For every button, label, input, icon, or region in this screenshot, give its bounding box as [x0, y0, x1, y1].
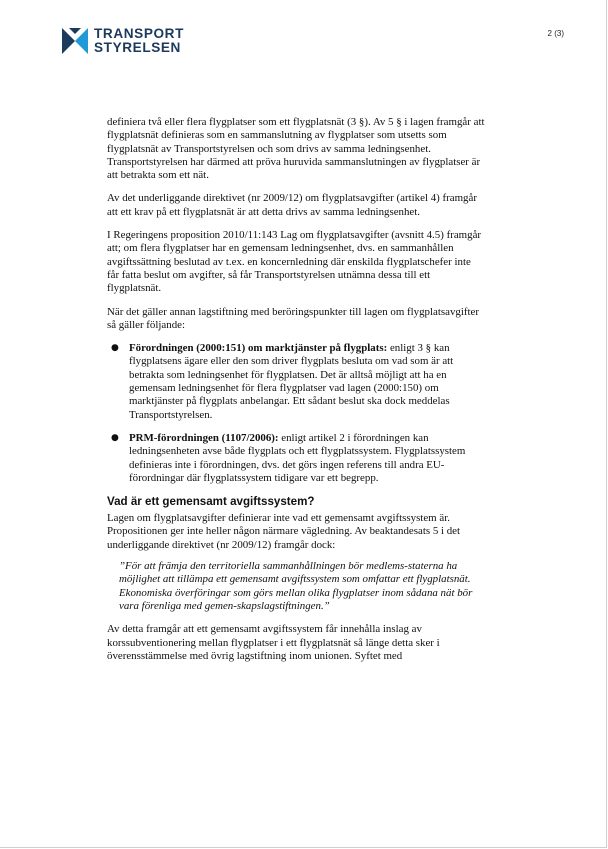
section-heading: Vad är ett gemensamt avgiftssystem?: [107, 495, 315, 509]
directive-quote: ”För att främja den territoriella sammanhållningen bör medlems-staterna ha möjlighet att tillämpa ett gemensamt avgiftssystem som omfattar ett flygplatsnät. Ekonomiska överföringar som görs mellan olika flygplatser inom sådana nät bör vara förenliga med gemen-skapslagstiftningen.”: [119, 560, 473, 612]
logo-wordmark: [94, 27, 184, 55]
paragraph-4: När det gäller annan lagstiftning med beröringspunkter till lagen om flygplatsavgifter så gäller följande:: [107, 305, 479, 331]
transportstyrelsen-logo: [62, 27, 184, 55]
paragraph-1: definiera två eller flera flygplatser som ett flygplatsnät (3 §). Av 5 § i lagen framgår att flygplatsnät definieras som en sammanslutning av flygplatser som utsetts som flygplatsnät av Transportstyrelsen och som drivs av samma ledningsenhet. Transportstyrelsen har därmed att pröva huruvida sammanslutningen av flygplatser är att betrakta som ett nät.: [107, 116, 485, 182]
logo-line1: TRANSPORT: [94, 26, 184, 41]
paragraph-3: I Regeringens proposition 2010/11:143 Lag om flygplatsavgifter (avsnitt 4.5) framgår att; om flera flygplatser har en gemensam ledningsenhet, dvs. en sammanhållen avgiftssättning beslutad av t.ex. en koncernledning där enskilda flygplatschefer inte får fatta beslut om avgifter, så får Transportstyrelsen utnämna dessa till ett flygplatsnät.: [107, 229, 482, 295]
bullet-title: Förordningen (2000:151) om marktjänster på flygplats:: [129, 342, 388, 355]
bullet-item-prm: [107, 432, 485, 485]
paragraph-5: Lagen om flygplatsavgifter definierar inte vad ett gemensamt avgiftssystem är. Propositionen ger inte heller någon närmare vägledning. Av beaktandesats 5 i det underliggande direktivet (nr 2009/12) framgår dock:: [107, 512, 461, 551]
bullet-text: enligt artikel 2 i förordningen kan ledningsenheten avse både flygplats och ett flygplatssystem. Flygplatssystem definieras inte i förordningen, dvs. det görs ingen referens till andra EU-förordningar där flygplatssystem tidigare var ett begrepp.: [129, 431, 466, 484]
paragraph-2: Av det underliggande direktivet (nr 2009/12) om flygplatsavgifter (artikel 4) framgår att ett krav på ett flygplatsnät är att detta drivs av samma ledningsenhet.: [107, 192, 477, 218]
page-number: 2 (3): [547, 29, 564, 38]
bullet-list: [107, 342, 485, 485]
document-body: [107, 116, 485, 673]
bullet-title: PRM-förordningen (1107/2006):: [129, 431, 279, 444]
bullet-dot-icon: ●: [111, 432, 119, 443]
logo-line2: STYRELSEN: [94, 40, 181, 55]
logo-mark-icon: [62, 28, 88, 54]
bullet-text: enligt 3 § kan flygplatsens ägare eller den som driver flygplats besluta om vad som är att betrakta som ledningsenhet för flygplatsen. Det är alltså möjligt att ha en gemensam ledningsenhet för flera flygplatser vad lagen (2000:150) om marktjänster på flygplats anbelangar. Ett sådant beslut ska dock meddelas Transportstyrelsen.: [129, 342, 454, 421]
paragraph-6: Av detta framgår att ett gemensamt avgiftssystem får innehålla inslag av korssubventionering mellan flygplatser i ett flygplatsnät så länge detta sker i överensstämmelse med övrig lagstiftning inom unionen. Syftet med: [107, 623, 440, 662]
bullet-item-marktjanster: [107, 342, 485, 422]
bullet-dot-icon: ●: [111, 343, 119, 354]
